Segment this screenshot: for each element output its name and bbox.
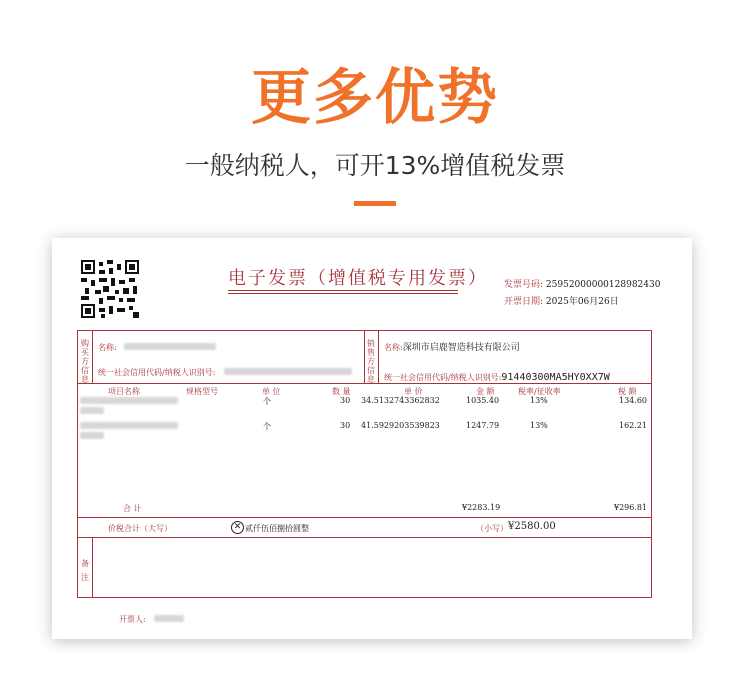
buyer-vertical-label: 购买方信息 <box>81 339 89 384</box>
seller-tax-row <box>384 365 610 384</box>
invoice-number-row <box>504 277 660 290</box>
row1-price: 34.5132743362832 <box>361 396 440 405</box>
invoice-date-row <box>504 294 619 307</box>
invoice-card <box>52 238 692 639</box>
col-spec: 规格型号 <box>186 387 218 396</box>
subheadline: 一般纳税人，可开13%增值税发票 <box>184 151 566 180</box>
row2-item-redacted <box>80 422 178 429</box>
row1-item-redacted <box>80 397 178 404</box>
col-unit: 单 位 <box>262 387 281 396</box>
issuer-redacted <box>154 615 184 622</box>
row1-amount: 1035.40 <box>466 396 500 405</box>
seller-tax-label: 统一社会信用代码/纳税人识别号: <box>384 373 502 382</box>
seller-tax-id: 91440300MA5HY0XX7W <box>501 372 610 383</box>
buyer-tax-row <box>98 367 215 378</box>
headline: 更多优势 <box>251 63 499 133</box>
row2-unit: 个 <box>263 422 271 431</box>
grand-total-small-label: （小写） <box>476 524 508 533</box>
row2-item-redacted-2 <box>80 432 104 439</box>
invoice-number-label: 发票号码: <box>504 280 544 290</box>
qr-code-icon <box>81 260 139 318</box>
invoice-table-frame <box>77 330 652 598</box>
col-qty: 数 量 <box>332 387 351 396</box>
buyer-tax-redacted <box>224 368 352 375</box>
row1-qty: 30 <box>340 396 351 405</box>
row2-amount: 1247.79 <box>466 421 500 430</box>
total-amount: ¥2283.19 <box>462 503 501 512</box>
grand-total-words: 贰仟伍佰捌拾圆整 <box>245 524 309 533</box>
row2-price: 41.5929203539823 <box>361 421 440 430</box>
invoice-title: 电子发票（增值税专用发票） <box>228 268 488 289</box>
title-underline <box>228 290 458 291</box>
col-amount: 金 额 <box>476 387 495 396</box>
row2-qty: 30 <box>340 421 351 430</box>
grand-total-small: ¥2580.00 <box>508 521 556 532</box>
col-rate: 税率/征收率 <box>518 387 561 396</box>
seller-name: 深圳市启鹿智造科技有限公司 <box>402 343 520 353</box>
row2-tax: 162.21 <box>619 421 647 430</box>
total-label: 合 计 <box>123 504 142 513</box>
buyer-name-redacted <box>124 343 216 350</box>
row1-item-redacted-2 <box>80 407 104 414</box>
seller-vertical-label: 销售方信息 <box>367 339 375 384</box>
title-underline-2 <box>228 293 458 294</box>
invoice-date-label: 开票日期: <box>504 297 544 307</box>
row1-tax: 134.60 <box>619 396 647 405</box>
close-circle-icon: ✕ <box>231 521 244 534</box>
row1-unit: 个 <box>263 397 271 406</box>
invoice-date: 2025年06月26日 <box>545 297 619 307</box>
buyer-name-row <box>98 342 117 353</box>
grand-total-label: 价税合计（大写） <box>108 524 172 533</box>
invoice-number: 25952000000128982430 <box>545 280 661 290</box>
total-tax: ¥296.81 <box>614 503 648 512</box>
accent-divider <box>354 201 396 206</box>
remarks-vertical-label: 备注 <box>81 559 89 582</box>
row1-rate: 13% <box>530 396 548 405</box>
seller-name-label: 名称: <box>384 343 403 352</box>
seller-name-row <box>384 340 520 353</box>
col-tax: 税 额 <box>618 387 637 396</box>
buyer-name-label: 名称: <box>98 343 117 352</box>
row2-rate: 13% <box>530 421 548 430</box>
issuer-label: 开票人: <box>119 615 146 624</box>
col-item-name: 项目名称 <box>108 387 140 396</box>
col-price: 单 价 <box>404 387 423 396</box>
buyer-tax-label: 统一社会信用代码/纳税人识别号: <box>98 368 216 377</box>
